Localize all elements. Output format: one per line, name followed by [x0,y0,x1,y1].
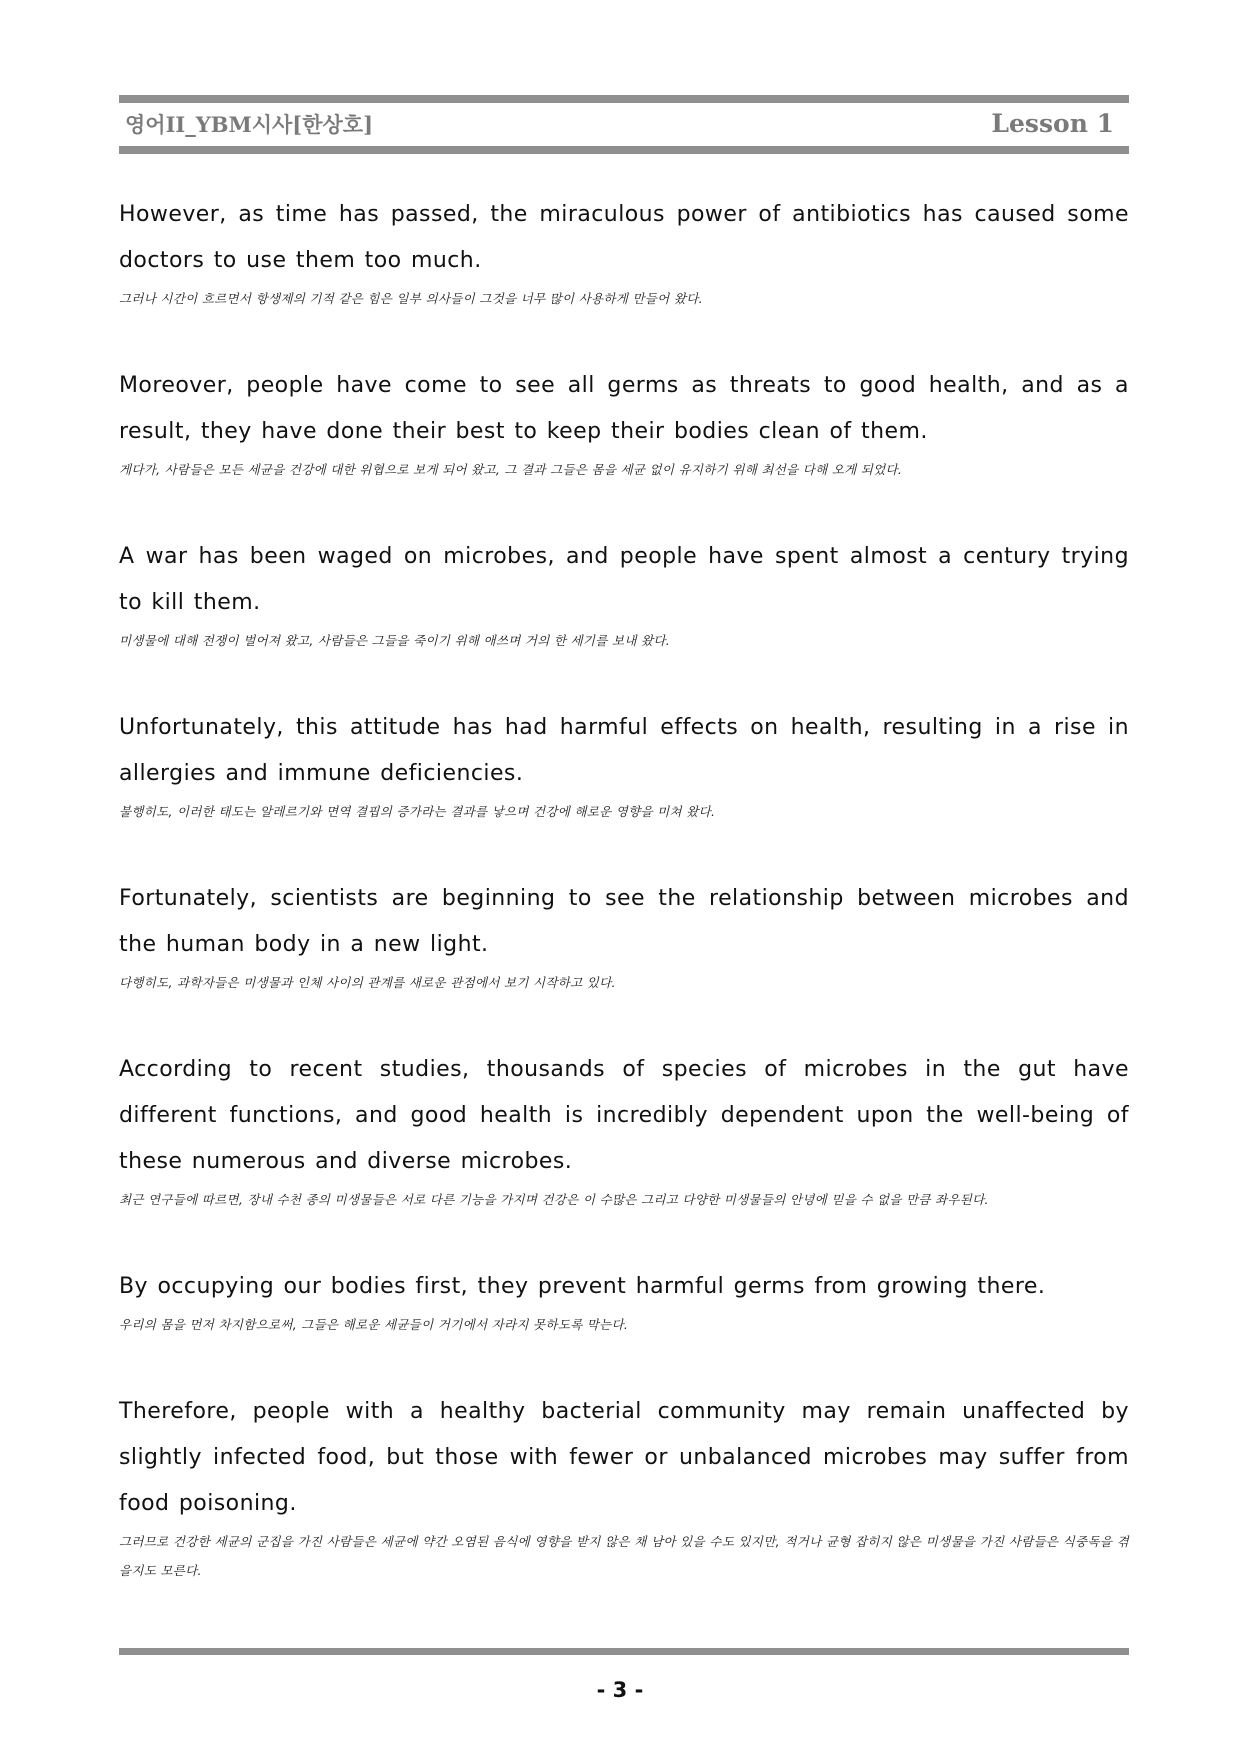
english-sentence: Therefore, people with a healthy bacterial community may remain unaffected by slightly infected food, but those with fewer or unbalanced microbes may suffer from food poisoning. [119,1399,1129,1516]
paragraph-block [119,876,1129,997]
header-bottom-rule [119,146,1129,154]
english-sentence: According to recent studies, thousands of species of microbes in the gut have different functions, and good health is incredibly dependent upon the well-being of these numerous and diverse microbes. [119,1057,1129,1174]
korean-translation: 미생물에 대해 전쟁이 벌어져 왔고, 사람들은 그들을 죽이기 위해 애쓰며 거의 한 세기를 보내 왔다. [119,633,671,648]
paragraph-block [119,1264,1129,1339]
paragraph-block [119,192,1129,313]
paragraph-block [119,705,1129,826]
paragraph-block [119,534,1129,655]
english-sentence: Unfortunately, this attitude has had harmful effects on health, resulting in a rise in allergies and immune deficiencies. [119,715,1129,786]
korean-translation: 게다가, 사람들은 모든 세균을 건강에 대한 위협으로 보게 되어 왔고, 그 결과 그들은 몸을 세균 없이 유지하기 위해 최선을 다해 오게 되었다. [119,462,903,477]
korean-translation: 불행히도, 이러한 태도는 알레르기와 면역 결핍의 증가라는 결과를 낳으며 건강에 해로운 영향을 미쳐 왔다. [119,804,716,819]
paragraph-block [119,363,1129,484]
paragraph-block [119,1389,1129,1585]
document-body [119,192,1129,1635]
korean-translation: 우리의 몸을 먼저 차지함으로써, 그들은 해로운 세균들이 거기에서 자라지 못하도록 막는다. [119,1317,629,1332]
english-sentence: Moreover, people have come to see all germs as threats to good health, and as a result, they have done their best to keep their bodies clean of them. [119,373,1129,444]
footer-rule [119,1648,1129,1655]
course-title: 영어II_YBM시사[한상호] [125,112,374,137]
paragraph-block [119,1047,1129,1214]
english-sentence: However, as time has passed, the miraculous power of antibiotics has caused some doctors to use them too much. [119,202,1129,273]
lesson-title: Lesson 1 [991,109,1114,138]
korean-translation: 다행히도, 과학자들은 미생물과 인체 사이의 관계를 새로운 관점에서 보기 시작하고 있다. [119,975,616,990]
english-sentence: A war has been waged on microbes, and people have spent almost a century trying to kill them. [119,544,1129,615]
english-sentence: Fortunately, scientists are beginning to see the relationship between microbes and the human body in a new light. [119,886,1129,957]
korean-translation: 그러나 시간이 흐르면서 항생제의 기적 같은 힘은 일부 의사들이 그것을 너무 많이 사용하게 만들어 왔다. [119,291,703,306]
page-number: - 3 - [596,1678,644,1702]
header-top-rule [119,95,1129,103]
korean-translation: 그러므로 건강한 세균의 군집을 가진 사람들은 세균에 약간 오염된 음식에 영향을 받지 않은 채 남아 있을 수도 있지만, 적거나 균형 잡히지 않은 미생물을 가진 사람들은 식중독을 겪을지도 모른다. [119,1534,1129,1578]
korean-translation: 최근 연구들에 따르면, 장내 수천 종의 미생물들은 서로 다른 기능을 가지며 건강은 이 수많은 그리고 다양한 미생물들의 안녕에 믿을 수 없을 만큼 좌우된다. [119,1192,989,1207]
english-sentence: By occupying our bodies first, they prevent harmful germs from growing there. [119,1274,1046,1299]
